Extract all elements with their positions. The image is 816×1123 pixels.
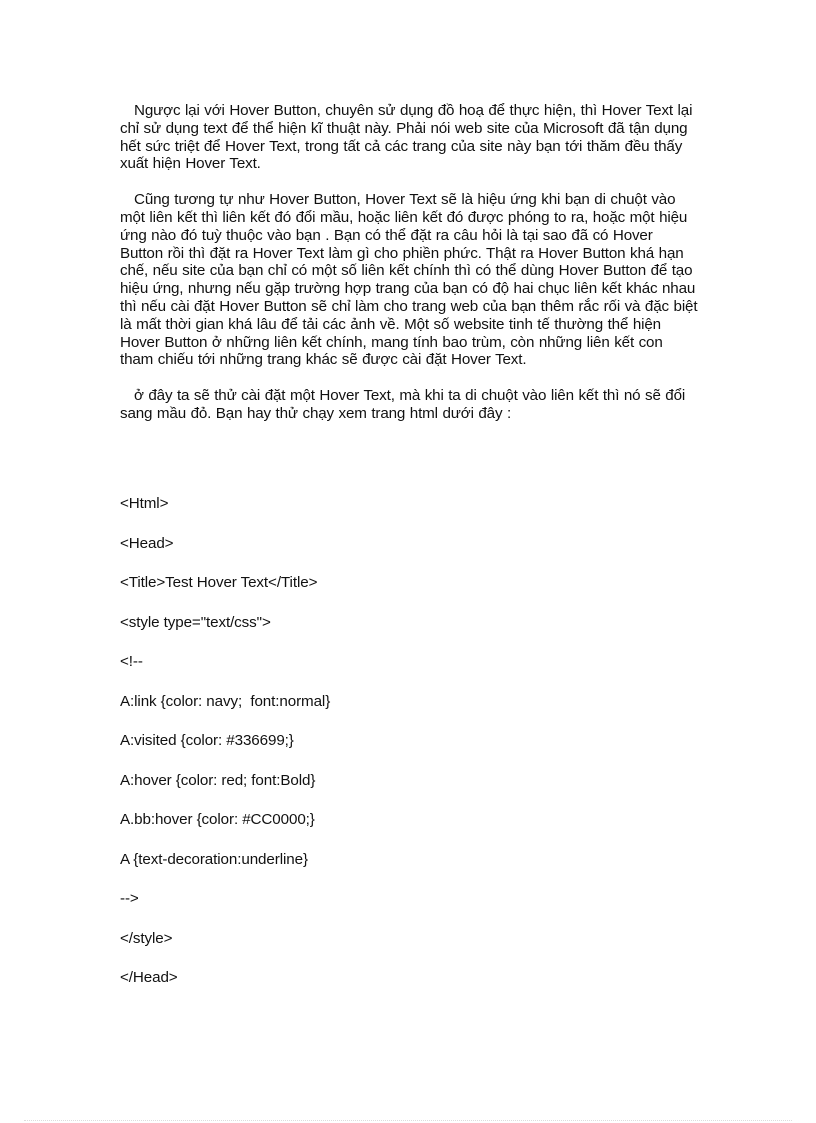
code-listing [120,495,700,1009]
paragraph-1: Ngược lại với Hover Button, chuyên sử dụng đồ hoạ để thực hiện, thì Hover Text lại chỉ sử dụng text để thể hiện kĩ thuật này. Phải nói web site của Microsoft đã tận dụng hết sức triệt để Hover Text, trong tất cả các trang của site này bạn tới thăm đều thấy xuất hiện Hover Text. [120,102,693,173]
code-line-hover-rule: A:hover {color: red; font:Bold} [120,771,316,789]
code-line-link-rule: A:link {color: navy; font:normal} [120,692,331,710]
paragraph-3: ở đây ta sẽ thử cài đặt một Hover Text, mà khi ta di chuột vào liên kết thì nó sẽ đổi sang mầu đỏ. Bạn hay thử chạy xem trang html dưới đây : [120,387,686,422]
code-line-visited-rule: A:visited {color: #336699;} [120,732,294,749]
code-line-title: <Title>Test Hover Text</Title> [120,574,318,591]
code-line-head-close: </Head> [120,969,178,986]
code-line-head: <Head> [120,534,174,552]
code-line-comment-open: <!-- [120,653,143,670]
body-text [120,102,700,423]
page-bottom-divider [24,1120,792,1121]
code-line-style-open: <style type="text/css"> [120,613,271,631]
code-line-decoration-rule: A {text-decoration:underline} [120,850,308,868]
code-line-html: <Html> [120,495,169,512]
code-line-comment-close: --> [120,890,139,907]
code-line-bb-hover-rule: A.bb:hover {color: #CC0000;} [120,811,315,828]
code-line-style-close: </style> [120,929,173,947]
paragraph-2: Cũng tương tự như Hover Button, Hover Text sẽ là hiệu ứng khi bạn di chuột vào một liên kết thì liên kết đó đổi mầu, hoặc liên kết đó được phóng to ra, hoặc một hiệu ứng nào đó tuỳ thuộc vào bạn . Bạn có thể đặt ra câu hỏi là tại sao đã có Hover Button rồi thì đặt ra Hover Text làm gì cho phiền phức. Thật ra Hover Button khá hạn chế, nếu site của bạn chỉ có một số liên kết chính thì có thể dùng Hover Button để tạo hiệu ứng, nhưng nếu gặp trường hợp trang của bạn có độ hai chục liên kết khác nhau thì nếu cài đặt Hover Button sẽ chỉ làm cho trang web của bạn thêm rắc rối và đặc biệt là mất thời gian khá lâu để tải các ảnh về. Một số website tinh tế thường thể hiện Hover Button ở những liên kết chính, mang tính bao trùm, còn những liên kết con tham chiếu tới những trang khác sẽ được cài đặt Hover Text. [120,191,698,369]
